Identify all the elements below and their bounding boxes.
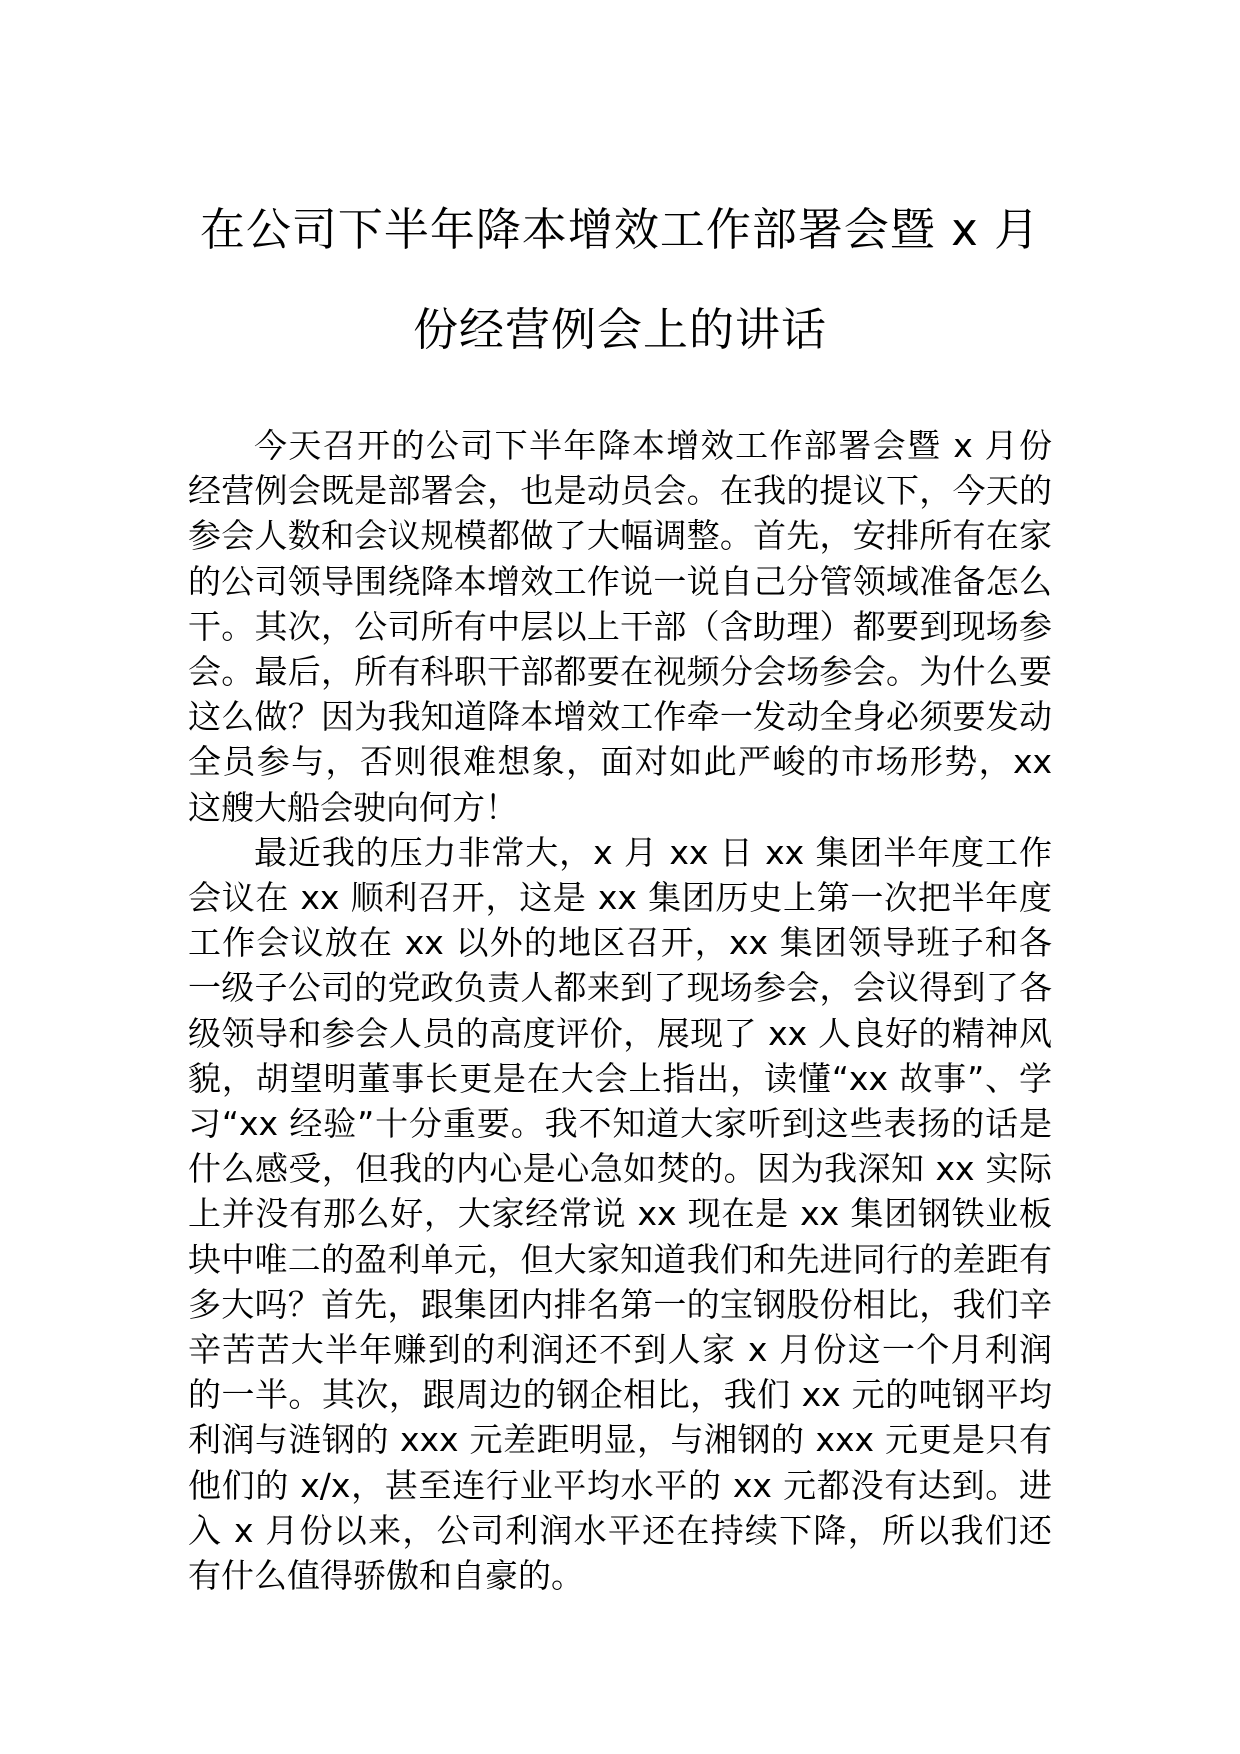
paragraph-2: 最近我的压力非常大，x 月 xx 日 xx 集团半年度工作会议在 xx 顺利召开，这是 xx 集团历史上第一次把半年度工作会议放在 xx 以外的地区召开，xx 集团领导班子和各一级子公司的党政负责人都来到了现场参会，会议得到了各级领导和参会人员的高度评价，展现了 xx 人良好的精神风貌，胡望明董事长更是在大会上指出，读懂“xx 故事”、学习“xx 经验”十分重要。我不知道大家听到这些表扬的话是什么感受，但我的内心是心急如焚的。因为我深知 xx 实际上并没有那么好，大家经常说 xx 现在是 xx 集团钢铁业板块中唯二的盈利单元，但大家知道我们和先进同行的差距有多大吗？首先，跟集团内排名第一的宝钢股份相比，我们辛辛苦苦大半年赚到的利润还不到人家 x 月份这一个月利润的一半。其次，跟周边的钢企相比，我们 xx 元的吨钢平均利润与涟钢的 xxx 元差距明显，与湘钢的 xxx 元更是只有他们的 x/x，甚至连行业平均水平的 xx 元都没有达到。进入 x 月份以来，公司利润水平还在持续下降，所以我们还有什么值得骄傲和自豪的。 [188, 832, 1052, 1596]
document-body [188, 423, 1052, 1598]
paragraph-1: 今天召开的公司下半年降本增效工作部署会暨 x 月份经营例会既是部署会，也是动员会。在我的提议下，今天的参会人数和会议规模都做了大幅调整。首先，安排所有在家的公司领导围绕降本增效工作说一说自己分管领域准备怎么干。其次，公司所有中层以上干部（含助理）都要到现场参会。最后，所有科职干部都要在视频分会场参会。为什么要这么做？因为我知道降本增效工作牵一发动全身必须要发动全员参与，否则很难想象，面对如此严峻的市场形势，xx 这艘大船会驶向何方！ [188, 426, 1052, 827]
title-line-1: 在公司下半年降本增效工作部署会暨 x 月 [199, 203, 1041, 256]
document-title [150, 180, 1090, 380]
title-line-2: 份经营例会上的讲话 [412, 303, 827, 356]
